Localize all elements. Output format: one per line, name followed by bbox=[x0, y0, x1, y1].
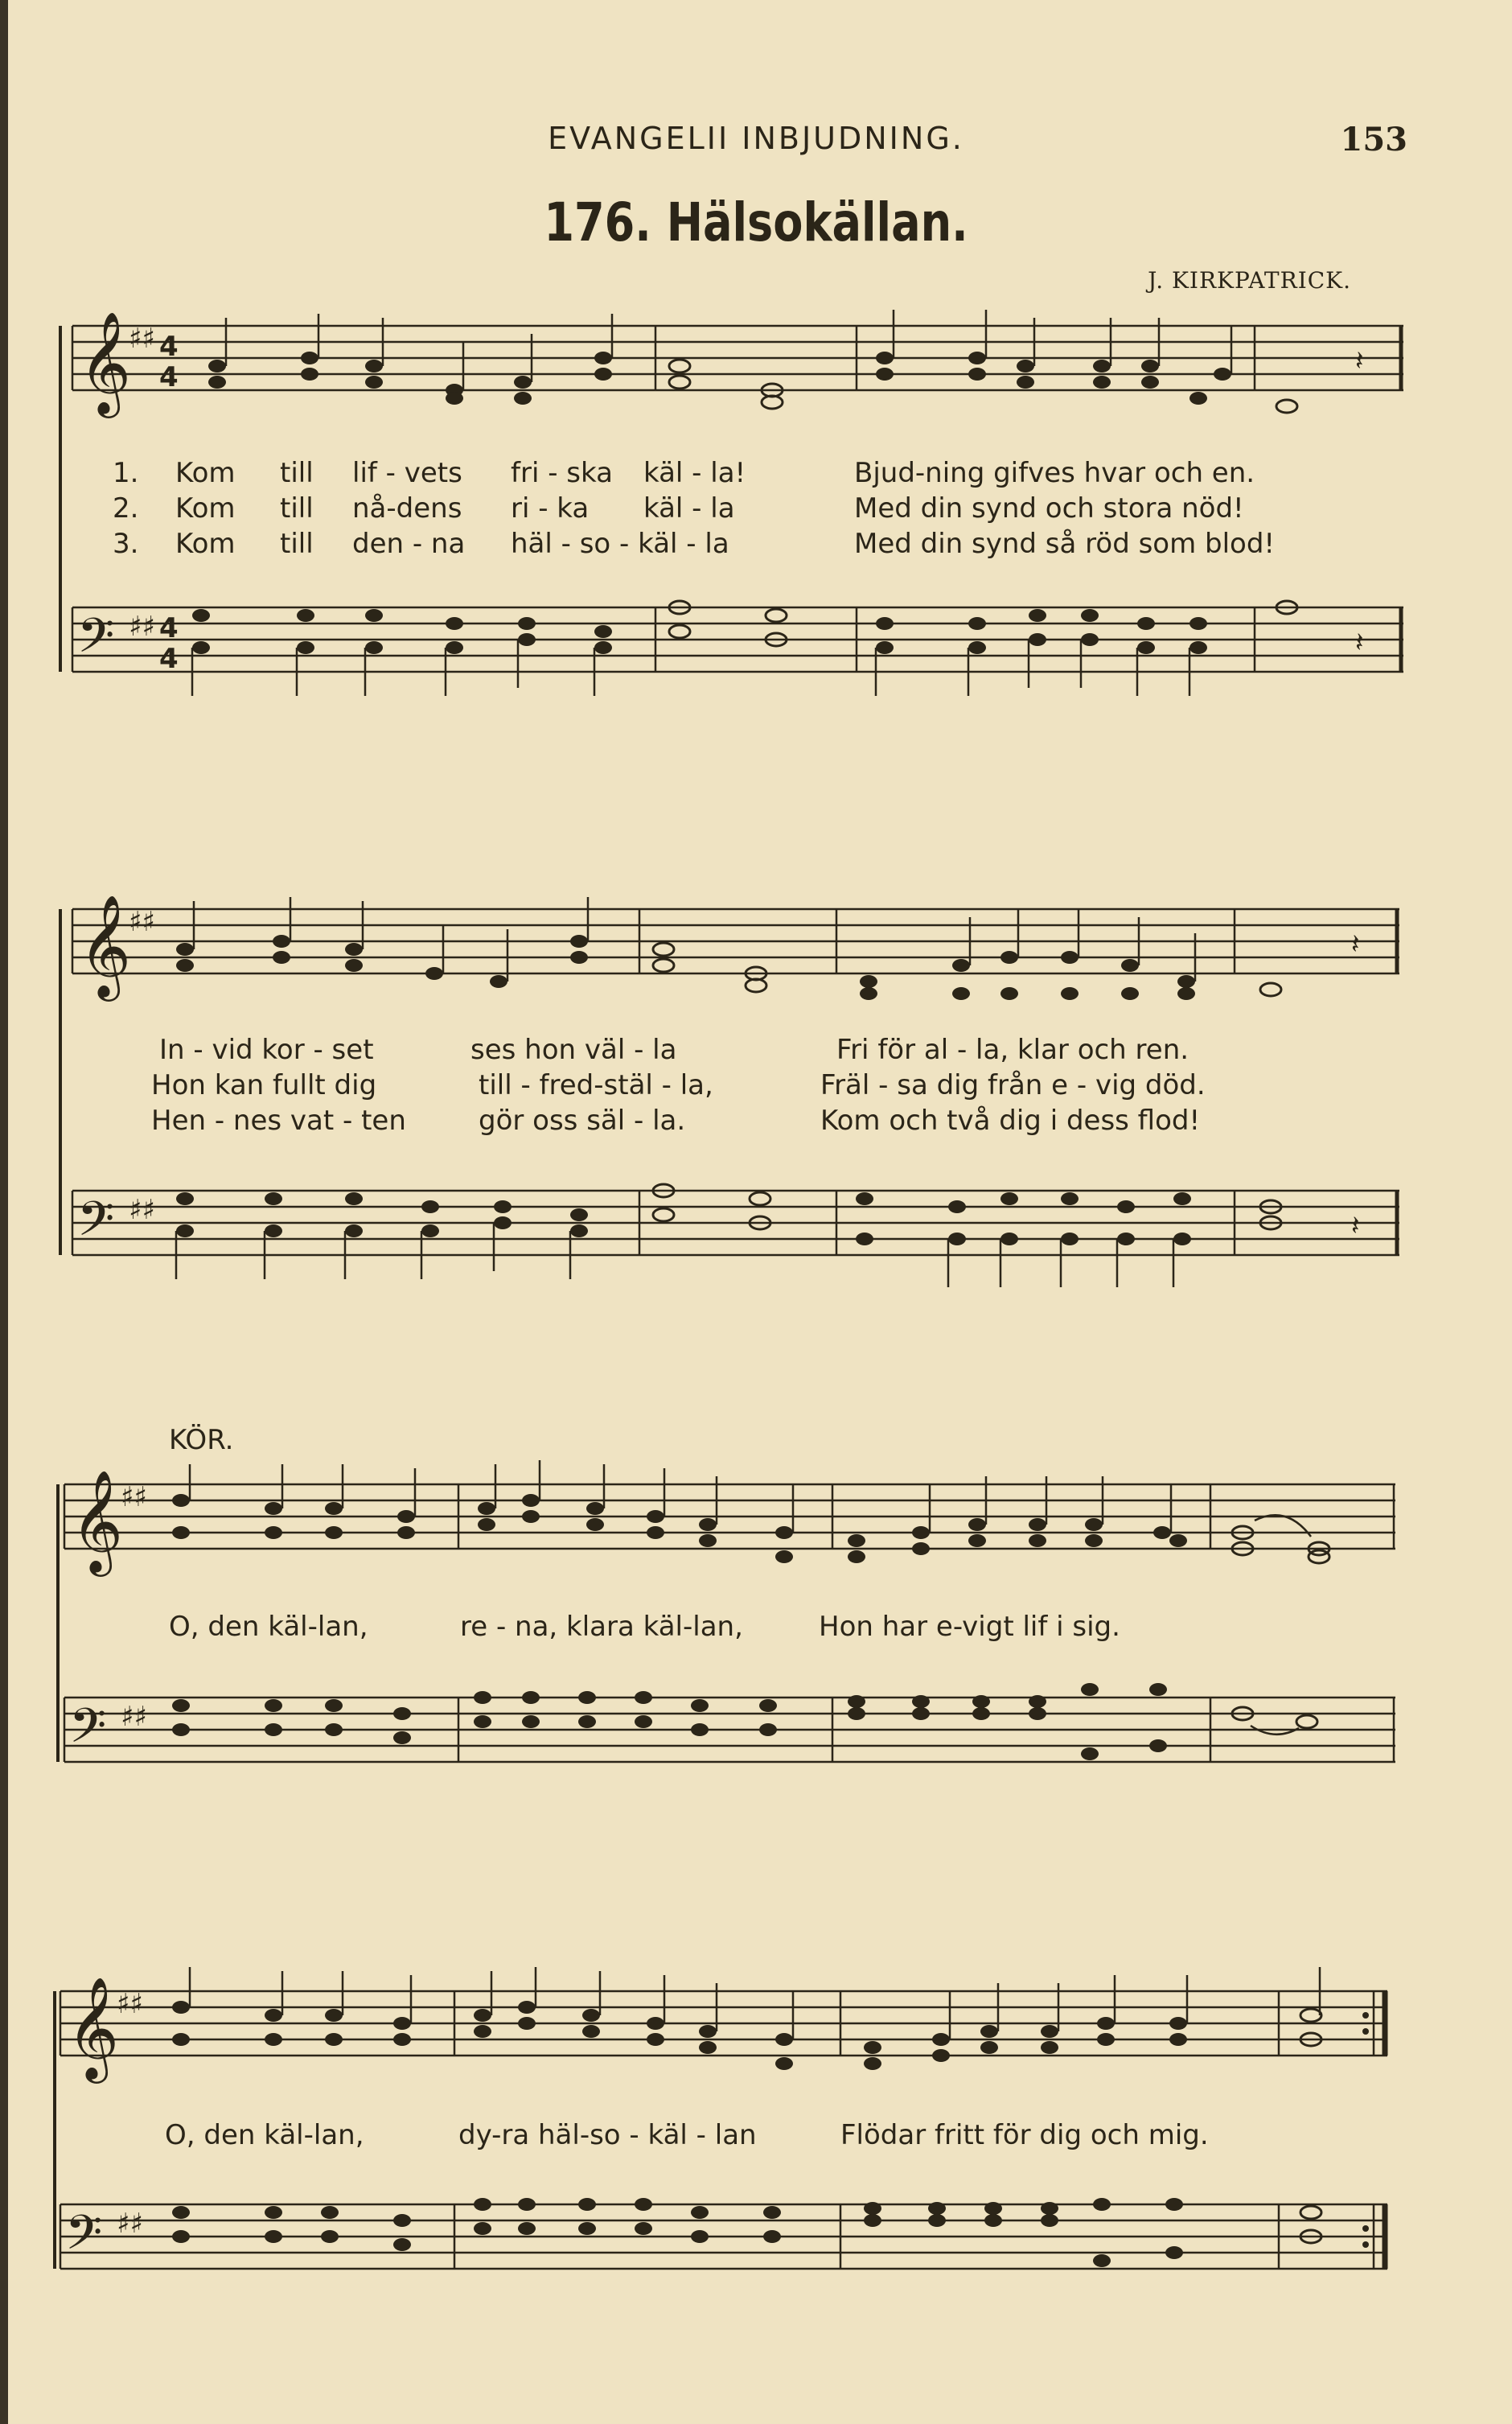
rest-icon: 𝄽 bbox=[1351, 1210, 1360, 1242]
treble-staff-2 bbox=[72, 909, 1399, 973]
lyric-line-4: In - vid kor - set ses hon väl - la Fri för al - la, klar och ren. bbox=[159, 1034, 1189, 1066]
sharp-icon: ♯♯ bbox=[129, 611, 155, 643]
treble-staff-4 bbox=[60, 1991, 1387, 2056]
verse-number: 1. bbox=[113, 457, 139, 489]
treble-staff-1 bbox=[72, 326, 1403, 390]
stems-treble-4 bbox=[190, 1967, 1320, 2039]
treble-clef-icon: 𝄞 bbox=[79, 894, 132, 997]
notes-bass-3 bbox=[172, 1683, 1317, 1760]
treble-clef-icon: 𝄞 bbox=[67, 1976, 120, 2079]
lyric-line-5: Hon kan fullt dig till - fred-stäl - la, Fräl - sa dig från e - vig död. bbox=[151, 1069, 1206, 1101]
rest-icon: 𝄽 bbox=[1355, 627, 1364, 659]
composer: J. KIRKPATRICK. bbox=[1148, 267, 1351, 294]
bass-clef-icon: 𝄢 bbox=[77, 607, 115, 675]
notes-bass-2 bbox=[176, 1184, 1281, 1245]
notes-bass-4 bbox=[172, 2198, 1321, 2267]
bass-clef-icon: 𝄢 bbox=[65, 2204, 103, 2272]
svg-text:4: 4 bbox=[159, 643, 179, 675]
verse-number: 2. bbox=[113, 492, 139, 525]
notes-treble-1 bbox=[208, 352, 1297, 413]
running-head: EVANGELII INBJUDNING. bbox=[548, 121, 964, 156]
sharp-icon: ♯♯ bbox=[129, 323, 155, 355]
stems-treble-3 bbox=[190, 1460, 1171, 1533]
stems-bass-1 bbox=[192, 640, 1189, 696]
bass-clef-icon: 𝄢 bbox=[77, 1191, 115, 1258]
sharp-icon: ♯♯ bbox=[121, 1701, 147, 1733]
hymn-title: 176. Hälsokällan. bbox=[544, 191, 968, 253]
page-number: 153 bbox=[1340, 121, 1407, 158]
lyric-line-8: O, den käl-lan, dy-ra häl-so - käl - lan Flödar fritt för dig och mig. bbox=[165, 2119, 1209, 2151]
lyric-line-6: Hen - nes vat - ten gör oss säl - la. Kom och två dig i dess flod! bbox=[151, 1105, 1201, 1137]
lyric-line-2: 2. Kom till nå-dens ri - ka käl - la Med din synd och stora nöd! bbox=[113, 492, 1244, 525]
time-signature-icon: 4 bbox=[159, 331, 179, 363]
sharp-icon: ♯♯ bbox=[129, 906, 155, 938]
notes-bass-1 bbox=[192, 601, 1297, 654]
chorus-label: KÖR. bbox=[169, 1424, 234, 1456]
treble-staff-3 bbox=[64, 1484, 1395, 1549]
lyric-line-3: 3. Kom till den - na häl - so - käl - la Med din synd så röd som blod! bbox=[113, 528, 1276, 560]
sharp-icon: ♯♯ bbox=[117, 1988, 143, 2020]
notes-treble-3 bbox=[172, 1494, 1329, 1563]
sharp-icon: ♯♯ bbox=[121, 1481, 147, 1513]
time-signature-icon: 4 bbox=[159, 612, 179, 644]
treble-clef-icon: 𝄞 bbox=[79, 311, 132, 414]
rest-icon: 𝄽 bbox=[1355, 345, 1364, 377]
lyric-line-7: O, den käl-lan, re - na, klara käl-lan, Hon har e-vigt lif i sig. bbox=[169, 1611, 1120, 1643]
notes-treble-2 bbox=[176, 935, 1281, 1000]
bass-clef-icon: 𝄢 bbox=[69, 1698, 107, 1765]
page-header bbox=[0, 121, 1512, 169]
rest-icon: 𝄽 bbox=[1351, 928, 1360, 961]
lyric-line-1: 1. Kom till lif - vets fri - ska käl - la! Bjud-ning gifves hvar och en. bbox=[113, 457, 1255, 489]
treble-clef-icon: 𝄞 bbox=[71, 1469, 124, 1572]
sharp-icon: ♯♯ bbox=[129, 1194, 155, 1226]
notes-treble-4 bbox=[172, 2001, 1321, 2070]
sharp-icon: ♯♯ bbox=[117, 2208, 143, 2240]
svg-text:4: 4 bbox=[159, 361, 179, 393]
verse-number: 3. bbox=[113, 528, 139, 560]
